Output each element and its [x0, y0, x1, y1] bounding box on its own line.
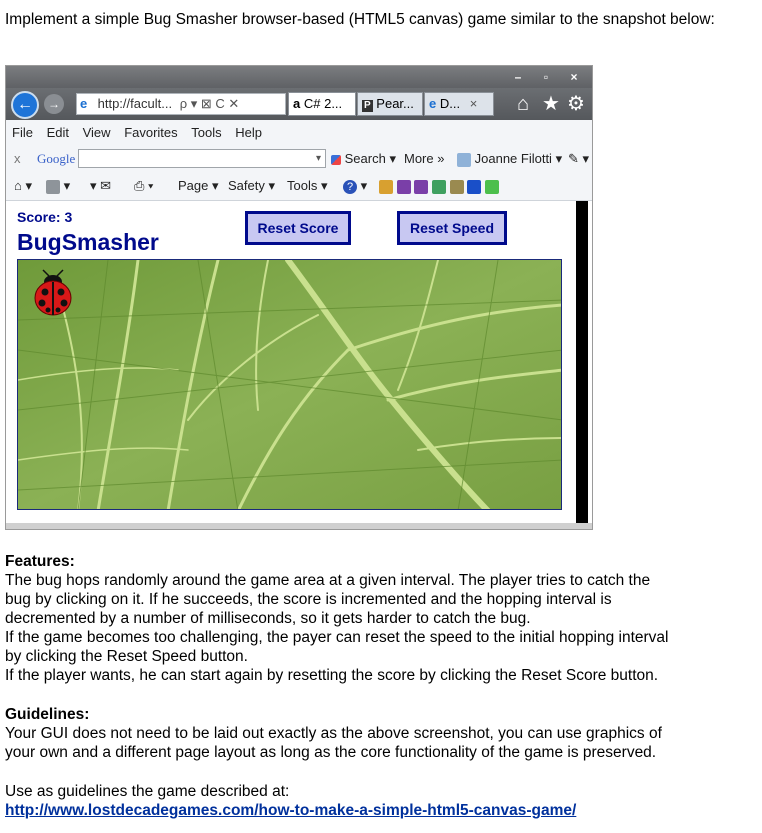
menu-help[interactable]: Help: [235, 125, 263, 140]
tab-d[interactable]: e D... ×: [424, 92, 494, 116]
home-small-icon[interactable]: ⌂ ▾: [14, 178, 32, 193]
google-g-icon: [331, 155, 341, 165]
window-bottom-border: [6, 523, 592, 529]
tools-menu[interactable]: Tools ▾: [287, 178, 328, 193]
ladybug-icon[interactable]: [28, 268, 78, 318]
forward-icon[interactable]: →: [44, 94, 64, 114]
favorites-star-icon[interactable]: ★: [542, 93, 560, 115]
user-account[interactable]: Joanne Filotti ▾: [457, 146, 562, 172]
features-line-1: The bug hops randomly around the game area at a given interval. The player tries to catch the: [5, 572, 651, 589]
amazon-icon: a: [293, 96, 301, 111]
navigation-bar: [6, 88, 592, 120]
user-avatar-icon: [457, 153, 471, 167]
tab-close-icon[interactable]: ×: [469, 96, 478, 111]
menu-view[interactable]: View: [82, 125, 111, 140]
guidelines-line-2: your own and a different page layout as long as the core functionality of the game is preserved.: [5, 744, 657, 761]
home-icon[interactable]: ⌂: [517, 93, 530, 115]
score-display: Score: 3: [17, 209, 73, 225]
page-edge-bar: [576, 201, 588, 529]
menu-bar: [6, 120, 592, 146]
features-line-4: If the game becomes too challenging, the payer can reset the speed to the initial hopping interval: [5, 629, 669, 646]
google-search-input[interactable]: [78, 149, 326, 168]
settings-gear-icon[interactable]: ⚙: [567, 93, 585, 115]
features-heading: Features:: [5, 553, 75, 570]
menu-file[interactable]: File: [12, 125, 33, 140]
ie-icon: e: [429, 96, 437, 111]
page-menu[interactable]: Page ▾: [178, 178, 219, 193]
google-logo: Google: [37, 151, 76, 166]
window-titlebar: [6, 66, 592, 88]
ie-page-icon: e: [80, 96, 88, 111]
browser-snapshot: [5, 65, 593, 530]
guidelines-use-text: Use as guidelines the game described at:: [5, 783, 290, 800]
addon-icons[interactable]: [379, 172, 499, 200]
guidelines-heading: Guidelines:: [5, 706, 90, 723]
search-dropdown-icon[interactable]: ▾: [316, 153, 322, 164]
safety-menu[interactable]: Safety ▾: [228, 178, 275, 193]
close-window-icon[interactable]: ×: [570, 70, 578, 84]
minimize-icon[interactable]: –: [514, 70, 522, 84]
address-controls[interactable]: ρ ▾ ⊠ C ✕: [179, 96, 240, 111]
mail-icon[interactable]: ▾ ✉: [90, 178, 112, 193]
help-icon[interactable]: ? ▾: [343, 172, 367, 200]
features-line-5: by clicking the Reset Speed button.: [5, 648, 248, 665]
address-bar[interactable]: [76, 93, 286, 115]
features-line-2: bug by clicking on it. If he succeeds, the score is incremented and the hopping interval is: [5, 591, 612, 608]
intro-text: Implement a simple Bug Smasher browser-based (HTML5 canvas) game similar to the snapshot below:: [5, 11, 715, 28]
toolbar-close-icon[interactable]: x: [14, 151, 21, 166]
guidelines-link-line: [5, 801, 576, 820]
google-search-button[interactable]: Search ▾: [331, 146, 396, 172]
tab-pearson[interactable]: P Pear...: [357, 92, 423, 116]
features-line-6: If the player wants, he can start again by resetting the score by clicking the Reset Score button.: [5, 667, 659, 684]
rss-icon[interactable]: ▾: [46, 172, 70, 200]
back-icon[interactable]: ←: [11, 91, 39, 119]
features-line-3: decremented by a number of milliseconds, so it gets harder to catch the bug.: [5, 610, 531, 627]
game-canvas[interactable]: [17, 259, 562, 510]
leaf-background: [18, 260, 562, 510]
reset-score-button[interactable]: Reset Score: [245, 211, 351, 245]
game-title: BugSmasher: [17, 229, 159, 255]
menu-edit[interactable]: Edit: [46, 125, 69, 140]
guidelines-line-1: Your GUI does not need to be laid out exactly as the above screenshot, you can use graphics of: [5, 725, 662, 742]
maximize-icon[interactable]: ▫: [543, 70, 549, 84]
menu-tools[interactable]: Tools: [191, 125, 222, 140]
game-page: [6, 201, 592, 529]
google-toolbar: [6, 146, 592, 172]
more-button[interactable]: More »: [404, 151, 445, 166]
tab-csharp[interactable]: a C# 2...: [288, 92, 356, 116]
reset-speed-button[interactable]: Reset Speed: [397, 211, 507, 245]
address-text: http://facult...: [97, 96, 173, 111]
command-bar: [6, 172, 592, 201]
lostdecade-link[interactable]: http://www.lostdecadegames.com/how-to-make-a-simple-html5-canvas-game/: [5, 802, 577, 819]
print-icon[interactable]: ⎙ ▾: [134, 178, 154, 193]
menu-favorites[interactable]: Favorites: [124, 125, 178, 140]
wrench-icon[interactable]: ✎ ▾: [568, 151, 590, 166]
pearson-icon: P: [364, 100, 371, 111]
